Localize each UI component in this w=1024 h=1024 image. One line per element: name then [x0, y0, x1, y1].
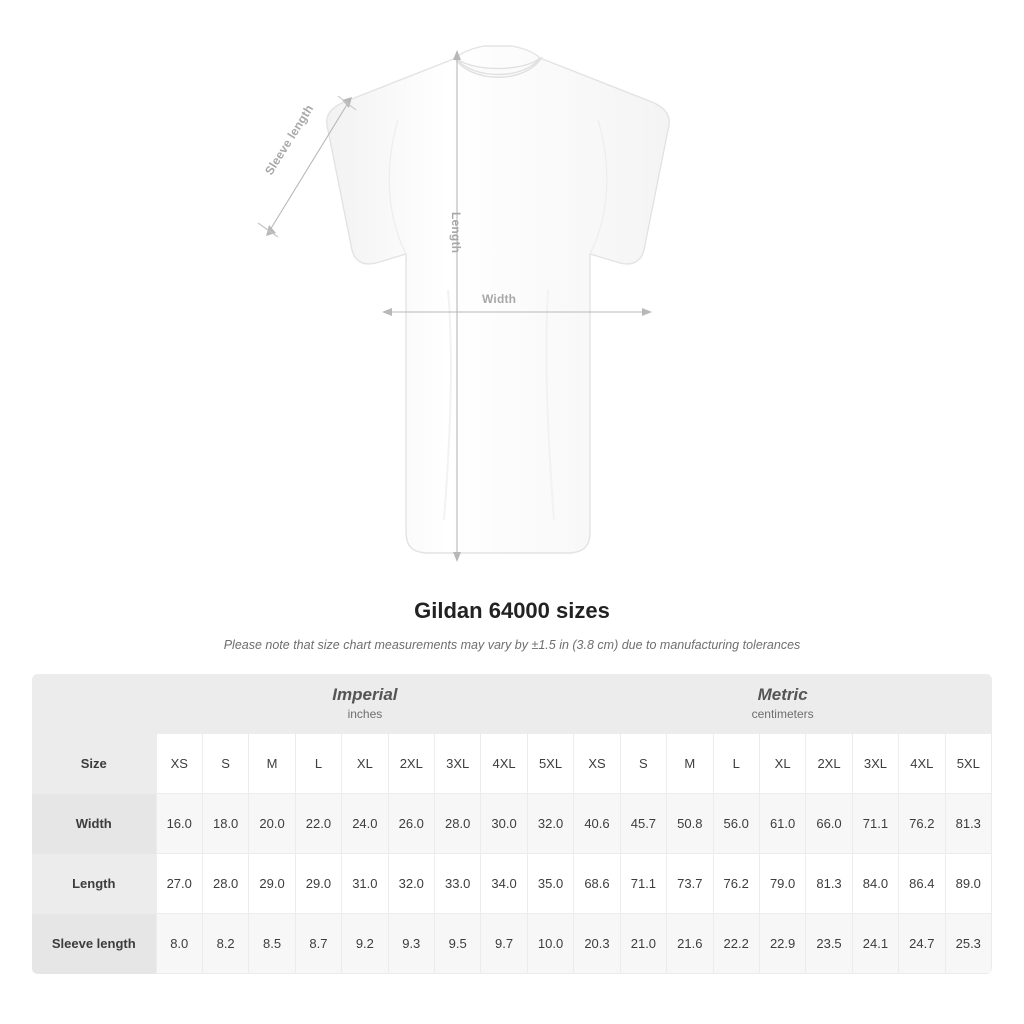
cell-length-imperial-4xl: 34.0	[481, 854, 527, 914]
header-size-imperial-5xl: 5XL	[527, 734, 574, 794]
cell-sleeve-imperial-2xl: 9.3	[388, 914, 434, 974]
header-size-imperial-xl: XL	[342, 734, 388, 794]
cell-length-metric-l: 76.2	[713, 854, 759, 914]
cell-width-imperial-3xl: 28.0	[434, 794, 480, 854]
cell-width-metric-5xl: 81.3	[945, 794, 991, 854]
cell-length-imperial-xl: 31.0	[342, 854, 388, 914]
page-subtitle: Please note that size chart measurements may vary by ±1.5 in (3.8 cm) due to manufacturing tolerances	[223, 638, 801, 652]
length-label: Length	[449, 212, 463, 254]
page-title: Gildan 64000 sizes	[414, 598, 610, 623]
cell-length-metric-4xl: 86.4	[899, 854, 945, 914]
header-size-imperial-4xl: 4XL	[481, 734, 527, 794]
cell-sleeve-metric-xs: 20.3	[574, 914, 620, 974]
cell-sleeve-metric-3xl: 24.1	[852, 914, 898, 974]
cell-width-imperial-l: 22.0	[295, 794, 341, 854]
size-table-container	[32, 674, 992, 974]
cell-length-metric-m: 73.7	[667, 854, 713, 914]
header-size-imperial-l: L	[295, 734, 341, 794]
table-row	[32, 854, 992, 914]
header-size-metric-2xl: 2XL	[806, 734, 852, 794]
cell-width-imperial-m: 20.0	[249, 794, 295, 854]
table-row	[32, 914, 992, 974]
size-header-row	[32, 734, 992, 794]
header-size-imperial-xs: XS	[156, 734, 202, 794]
header-size-imperial-2xl: 2XL	[388, 734, 434, 794]
cell-length-imperial-2xl: 32.0	[388, 854, 434, 914]
header-size-imperial-s: S	[202, 734, 248, 794]
cell-width-metric-l: 56.0	[713, 794, 759, 854]
header-size-imperial-3xl: 3XL	[434, 734, 480, 794]
header-size-metric-4xl: 4XL	[899, 734, 945, 794]
cell-width-metric-2xl: 66.0	[806, 794, 852, 854]
cell-sleeve-imperial-xl: 9.2	[342, 914, 388, 974]
unit-metric-name: Metric	[757, 684, 808, 704]
cell-width-metric-xl: 61.0	[759, 794, 805, 854]
cell-width-imperial-4xl: 30.0	[481, 794, 527, 854]
row-label-length: Length	[32, 854, 156, 914]
unit-group-imperial	[156, 674, 574, 734]
cell-length-imperial-s: 28.0	[202, 854, 248, 914]
cell-length-metric-xs: 68.6	[574, 854, 620, 914]
cell-sleeve-imperial-4xl: 9.7	[481, 914, 527, 974]
cell-sleeve-metric-xl: 22.9	[759, 914, 805, 974]
table-row	[32, 794, 992, 854]
cell-sleeve-imperial-l: 8.7	[295, 914, 341, 974]
cell-width-imperial-xl: 24.0	[342, 794, 388, 854]
cell-sleeve-metric-s: 21.0	[620, 914, 666, 974]
cell-width-imperial-xs: 16.0	[156, 794, 202, 854]
cell-sleeve-imperial-3xl: 9.5	[434, 914, 480, 974]
header-size-imperial-m: M	[249, 734, 295, 794]
cell-length-imperial-xs: 27.0	[156, 854, 202, 914]
cell-length-imperial-5xl: 35.0	[527, 854, 574, 914]
cell-width-metric-m: 50.8	[667, 794, 713, 854]
cell-sleeve-imperial-xs: 8.0	[156, 914, 202, 974]
cell-length-metric-3xl: 84.0	[852, 854, 898, 914]
cell-length-metric-s: 71.1	[620, 854, 666, 914]
cell-width-metric-xs: 40.6	[574, 794, 620, 854]
cell-length-imperial-l: 29.0	[295, 854, 341, 914]
cell-sleeve-imperial-5xl: 10.0	[527, 914, 574, 974]
cell-width-metric-3xl: 71.1	[852, 794, 898, 854]
cell-sleeve-metric-4xl: 24.7	[899, 914, 945, 974]
cell-sleeve-imperial-s: 8.2	[202, 914, 248, 974]
header-size-metric-l: L	[713, 734, 759, 794]
cell-length-imperial-m: 29.0	[249, 854, 295, 914]
header-size-label: Size	[32, 734, 156, 794]
width-label: Width	[482, 292, 517, 306]
cell-sleeve-metric-2xl: 23.5	[806, 914, 852, 974]
unit-group-metric	[574, 674, 992, 734]
cell-length-metric-5xl: 89.0	[945, 854, 991, 914]
size-table	[32, 674, 992, 974]
cell-width-imperial-2xl: 26.0	[388, 794, 434, 854]
header-size-metric-s: S	[620, 734, 666, 794]
unit-metric-sub: centimeters	[751, 707, 814, 722]
cell-width-metric-s: 45.7	[620, 794, 666, 854]
cell-sleeve-metric-5xl: 25.3	[945, 914, 991, 974]
header-size-metric-3xl: 3XL	[852, 734, 898, 794]
cell-width-imperial-s: 18.0	[202, 794, 248, 854]
cell-sleeve-imperial-m: 8.5	[249, 914, 295, 974]
cell-width-metric-4xl: 76.2	[899, 794, 945, 854]
header-size-metric-m: M	[667, 734, 713, 794]
row-label-sleeve-length: Sleeve length	[32, 914, 156, 974]
header-size-metric-xs: XS	[574, 734, 620, 794]
header-size-metric-5xl: 5XL	[945, 734, 991, 794]
sleeve-length-label: Sleeve length	[262, 102, 317, 178]
unit-imperial-sub: inches	[347, 707, 383, 722]
cell-sleeve-metric-m: 21.6	[667, 914, 713, 974]
row-label-width: Width	[32, 794, 156, 854]
cell-length-metric-xl: 79.0	[759, 854, 805, 914]
header-size-metric-xl: XL	[759, 734, 805, 794]
cell-width-imperial-5xl: 32.0	[527, 794, 574, 854]
cell-length-imperial-3xl: 33.0	[434, 854, 480, 914]
unit-header-row	[32, 674, 992, 734]
unit-imperial-name: Imperial	[332, 684, 398, 704]
cell-length-metric-2xl: 81.3	[806, 854, 852, 914]
cell-sleeve-metric-l: 22.2	[713, 914, 759, 974]
unit-spacer-cell	[32, 674, 156, 734]
